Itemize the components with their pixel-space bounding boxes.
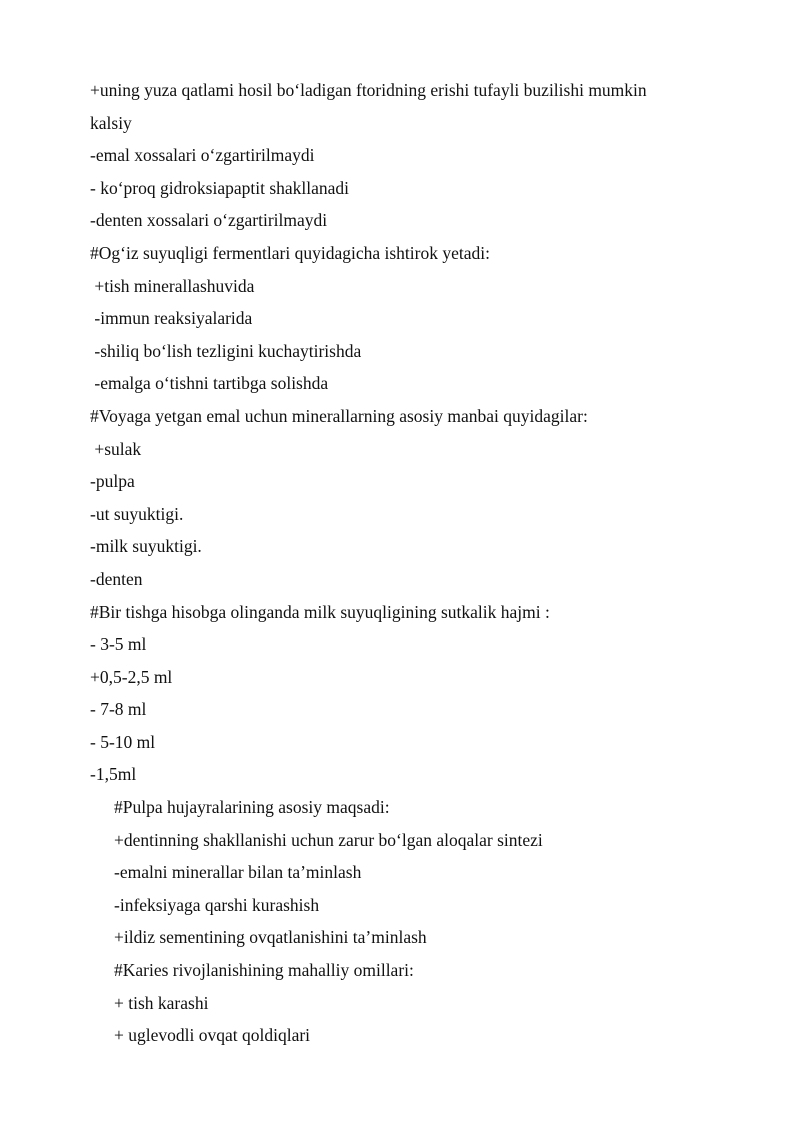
text-line: +sulak [90,438,142,459]
text-line: +tish minerallashuvida [90,275,255,296]
text-line: #Karies rivojlanishining mahalliy omillari: [114,960,414,981]
text-line: + uglevodli ovqat qoldiqlari [114,1025,311,1046]
text-line: - 3-5 ml [90,634,147,655]
text-line: - 7-8 ml [90,699,147,720]
text-line: -milk suyuktigi. [90,536,202,557]
text-line: kalsiy [90,112,132,133]
text-line: -denten xossalari o‘zgartirilmaydi [90,210,328,231]
text-line: +dentinning shakllanishi uchun zarur bo‘lgan aloqalar sintezi [114,829,543,850]
text-line: -pulpa [90,471,135,492]
text-line: +uning yuza qatlami hosil bo‘ladigan ftoridning erishi tufayli buzilishi mumkin [90,80,647,100]
text-line: - ko‘proq gidroksiapaptit shakllanadi [90,177,350,198]
text-line: -emal xossalari o‘zgartirilmaydi [90,145,315,166]
text-line: -emalni minerallar bilan ta’minlash [114,862,362,883]
text-line: -shiliq bo‘lish tezligini kuchaytirishda [90,340,362,361]
text-line: -denten [90,568,143,589]
text-line: #Voyaga yetgan emal uchun minerallarning asosiy manbai quyidagilar: [90,405,588,426]
document-body [90,74,770,1052]
text-line: + tish karashi [114,992,209,1013]
text-line: - 5-10 ml [90,731,156,752]
text-line: #Bir tishga hisobga olinganda milk suyuqligining sutkalik hajmi : [90,601,550,622]
text-line: #Og‘iz suyuqligi fermentlari quyidagicha ishtirok yetadi: [90,242,490,263]
text-line: -1,5ml [90,764,137,785]
text-line: #Pulpa hujayralarining asosiy maqsadi: [114,797,390,818]
text-line: -ut suyuktigi. [90,503,184,524]
text-line: -emalga o‘tishni tartibga solishda [90,373,329,394]
text-line: +ildiz sementining ovqatlanishini ta’minlash [114,927,427,948]
text-line: +0,5-2,5 ml [90,666,173,687]
text-line: -infeksiyaga qarshi kurashish [114,894,320,915]
text-line: -immun reaksiyalarida [90,308,253,329]
